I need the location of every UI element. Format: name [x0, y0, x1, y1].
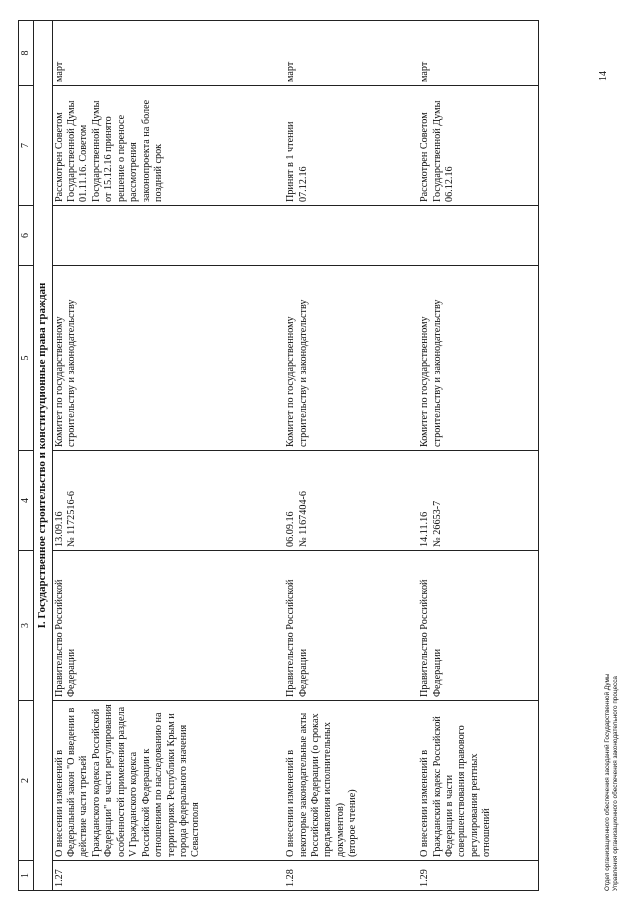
bill-title: О внесении изменений в некоторые законодательные акты Российской Федерации (о сроках предъявления исполнительных документов) (второе чтение) — [284, 701, 418, 861]
page-footer — [604, 191, 620, 891]
table-row — [284, 21, 418, 891]
column-6-cell — [52, 206, 284, 266]
planned-month: март — [284, 21, 418, 86]
responsible-committee: Комитет по государственному строительству и законодательству — [418, 266, 538, 451]
column-number: 2 — [19, 701, 34, 861]
bill-initiator: Правительство Российской Федерации — [418, 551, 538, 701]
column-number: 4 — [19, 451, 34, 551]
column-number: 7 — [19, 86, 34, 206]
section-heading-row — [34, 21, 52, 891]
footer-line: Отдел организационного обеспечения заседаний Государственной Думы — [604, 673, 611, 891]
row-number: 1.29 — [418, 861, 538, 891]
column-number: 1 — [19, 861, 34, 891]
column-number: 6 — [19, 206, 34, 266]
column-number: 3 — [19, 551, 34, 701]
table-row — [52, 21, 284, 891]
bill-status: Рассмотрен Советом Государственной Думы 01.11.16. Советом Государственной Думы от 15.12.16 принято решение о переносе рассмотрения законопроекта на более поздний срок — [52, 86, 284, 206]
column-number: 8 — [19, 21, 34, 86]
bill-title: О внесении изменений в Гражданский кодекс Российской Федерации в части совершенствования правового регулирования рентных отношений — [418, 701, 538, 861]
column-6-cell — [284, 206, 418, 266]
column-number-row — [19, 21, 34, 891]
planned-month: март — [418, 21, 538, 86]
bill-status: Рассмотрен Советом Государственной Думы 06.12.16 — [418, 86, 538, 206]
bill-date-number: 14.11.16 № 26653-7 — [418, 451, 538, 551]
responsible-committee: Комитет по государственному строительству и законодательству — [284, 266, 418, 451]
bill-date-number: 13.09.16 № 1172516-6 — [52, 451, 284, 551]
row-number: 1.28 — [284, 861, 418, 891]
row-number: 1.27 — [52, 861, 284, 891]
responsible-committee: Комитет по государственному строительству и законодательству — [52, 266, 284, 451]
bill-initiator: Правительство Российской Федерации — [284, 551, 418, 701]
page-number: 14 — [598, 71, 609, 81]
bill-title: О внесении изменений в Федеральный закон "О введении в действие части третьей Гражданского кодекса Российской Федерации" в части регулирования особенностей применения раздела V Гражданского кодекса Российской Федерации к отношениям по наследованию на территориях Республики Крым и города федерального значения Севастополя — [52, 701, 284, 861]
bill-date-number: 06.09.16 № 1167404-6 — [284, 451, 418, 551]
column-6-cell — [418, 206, 538, 266]
column-number: 5 — [19, 266, 34, 451]
bill-status: Принят в 1 чтении 07.12.16 — [284, 86, 418, 206]
bill-initiator: Правительство Российской Федерации — [52, 551, 284, 701]
bill-schedule-table — [18, 20, 539, 891]
section-title: I. Государственное строительство и конституционные права граждан — [34, 21, 52, 891]
footer-line: Управления организационного обеспечения законодательного процесса — [612, 676, 619, 891]
table-row — [418, 21, 538, 891]
planned-month: март — [52, 21, 284, 86]
